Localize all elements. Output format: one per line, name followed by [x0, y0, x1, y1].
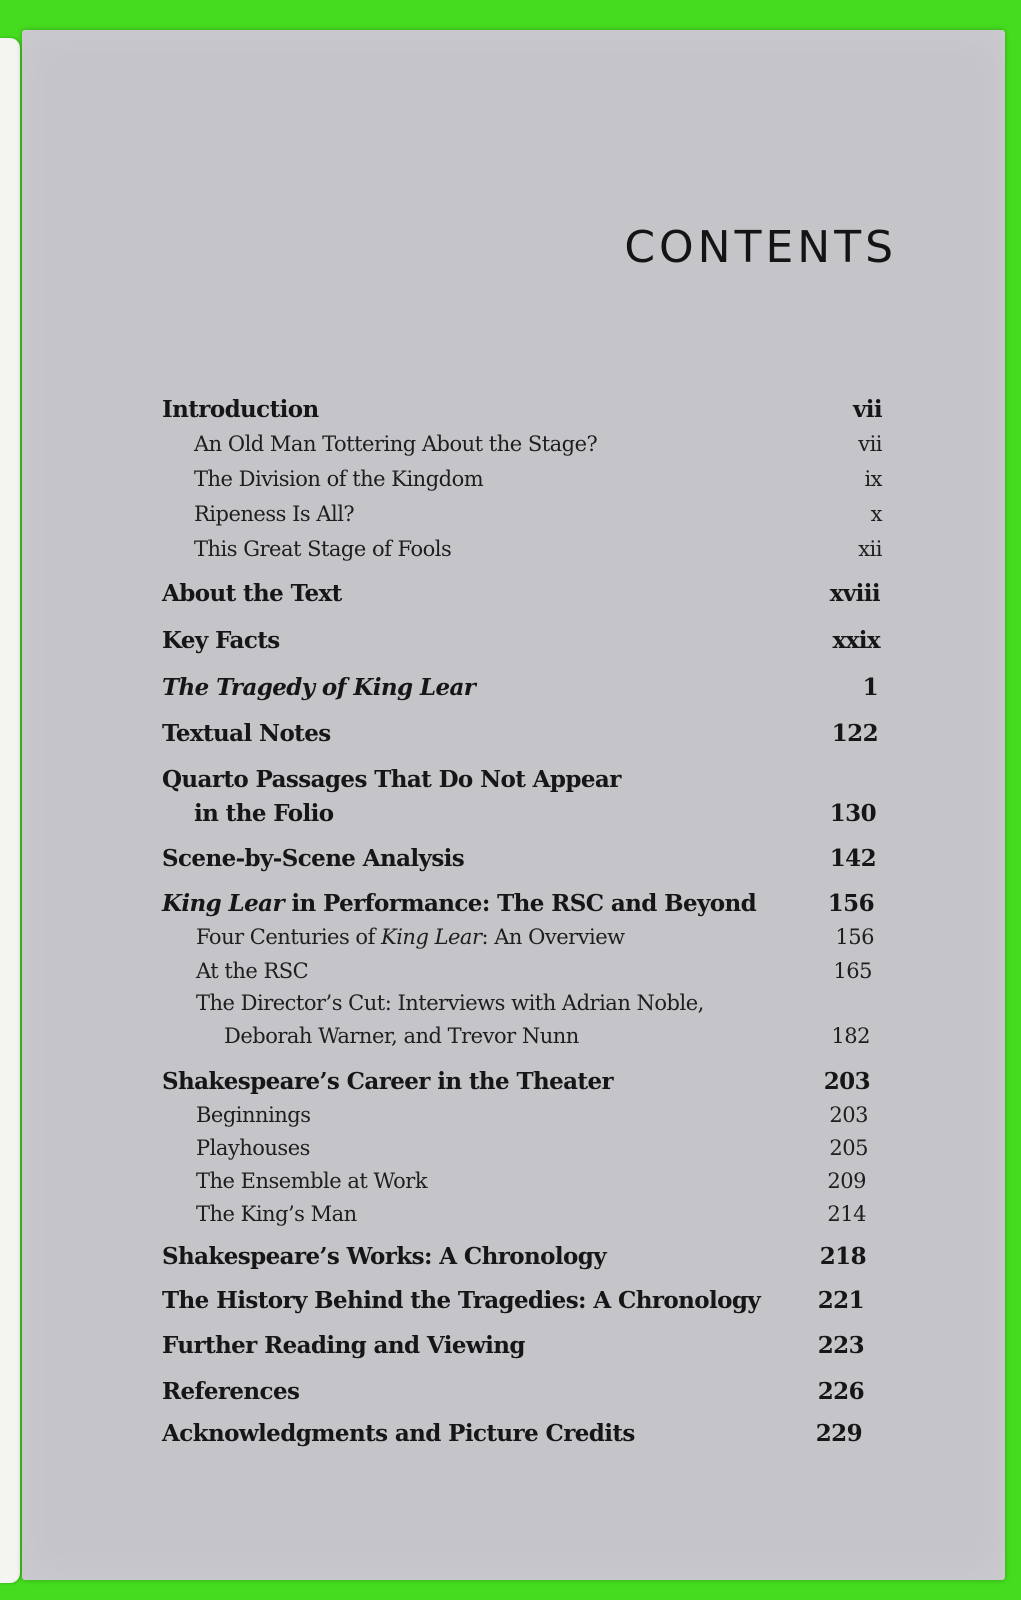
toc-entry-page: ix	[864, 467, 882, 491]
toc-entry-title: Playhouses	[196, 1136, 310, 1160]
toc-entry-title: Further Reading and Viewing	[162, 1332, 525, 1359]
toc-entry-title: About the Text	[162, 580, 342, 607]
toc-entry-title: Beginnings	[196, 1103, 311, 1127]
toc-entry-title: The Ensemble at Work	[196, 1169, 428, 1193]
toc-entry-title: The King’s Man	[196, 1202, 357, 1226]
toc-entry-page: 165	[833, 959, 872, 983]
toc-entry-title-line2: Deborah Warner, and Trevor Nunn	[224, 1024, 579, 1048]
toc-entry-title: The Division of the Kingdom	[194, 467, 484, 491]
toc-entry-page: xxix	[832, 627, 880, 654]
toc-entry-title-line1: Quarto Passages That Do Not Appear	[162, 766, 621, 793]
toc-entry-title-rest: : An Overview	[481, 925, 625, 949]
toc-entry-title: This Great Stage of Fools	[194, 537, 452, 561]
toc-entry-title: Shakespeare’s Works: A Chronology	[162, 1243, 607, 1270]
toc-entry-page: vii	[852, 396, 882, 423]
toc-entry-title: Acknowledgments and Picture Credits	[162, 1420, 635, 1447]
toc-entry-page: 142	[829, 845, 876, 872]
toc-entry-title: Introduction	[162, 396, 319, 423]
toc-entry-page: 1	[862, 674, 878, 701]
toc-entry-page: 226	[817, 1378, 864, 1405]
toc-entry-page: 122	[831, 720, 878, 747]
toc-entry-title: The History Behind the Tragedies: A Chronology	[162, 1287, 761, 1314]
toc-entry-title: At the RSC	[196, 959, 309, 983]
toc-entry-title: References	[162, 1378, 300, 1405]
toc-entry-title: An Old Man Tottering About the Stage?	[194, 432, 598, 456]
toc-entry-page: 182	[831, 1024, 870, 1048]
toc-entry-page: 229	[815, 1420, 862, 1447]
toc-entry-title	[162, 890, 756, 917]
toc-entry-page: 205	[829, 1136, 868, 1160]
toc-entry-title: The Tragedy of King Lear	[162, 674, 476, 701]
toc-entry-title-line2: in the Folio	[194, 800, 334, 827]
toc-entry-page: vii	[858, 432, 882, 456]
toc-entry-title: Textual Notes	[162, 720, 331, 747]
toc-entry-page: xviii	[829, 580, 880, 607]
toc-entry-page: x	[870, 502, 882, 526]
book-spine-edge	[0, 38, 20, 1583]
toc-entry-page: 156	[827, 890, 874, 917]
toc-entry-page: 156	[835, 925, 874, 949]
toc-entry-title-italic: King Lear	[381, 925, 482, 949]
toc-entry-page: 214	[827, 1202, 866, 1226]
toc-entry-title-rest: in Performance: The RSC and Beyond	[283, 890, 757, 917]
toc-entry-title-prefix: Four Centuries of	[196, 925, 382, 949]
toc-entry-title: Key Facts	[162, 627, 280, 654]
toc-entry-page: 223	[817, 1332, 864, 1359]
toc-entry-title-line1: The Director’s Cut: Interviews with Adrian Noble,	[196, 991, 704, 1015]
toc-entry-page: 221	[817, 1287, 864, 1314]
toc-entry-page: xii	[858, 537, 882, 561]
toc-entry-title: Shakespeare’s Career in the Theater	[162, 1068, 614, 1095]
toc-entry-page: 203	[823, 1068, 870, 1095]
toc-entry-page: 203	[829, 1103, 868, 1127]
toc-entry-page: 209	[827, 1169, 866, 1193]
toc-entry-page: 130	[829, 800, 876, 827]
book-page	[22, 30, 1005, 1580]
toc-entry-page: 218	[819, 1243, 866, 1270]
toc-entry-title: Scene-by-Scene Analysis	[162, 845, 465, 872]
contents-heading: CONTENTS	[624, 222, 897, 273]
toc-entry-title	[196, 925, 625, 949]
toc-entry-title-italic: King Lear	[162, 890, 284, 917]
toc-entry-title: Ripeness Is All?	[194, 502, 355, 526]
